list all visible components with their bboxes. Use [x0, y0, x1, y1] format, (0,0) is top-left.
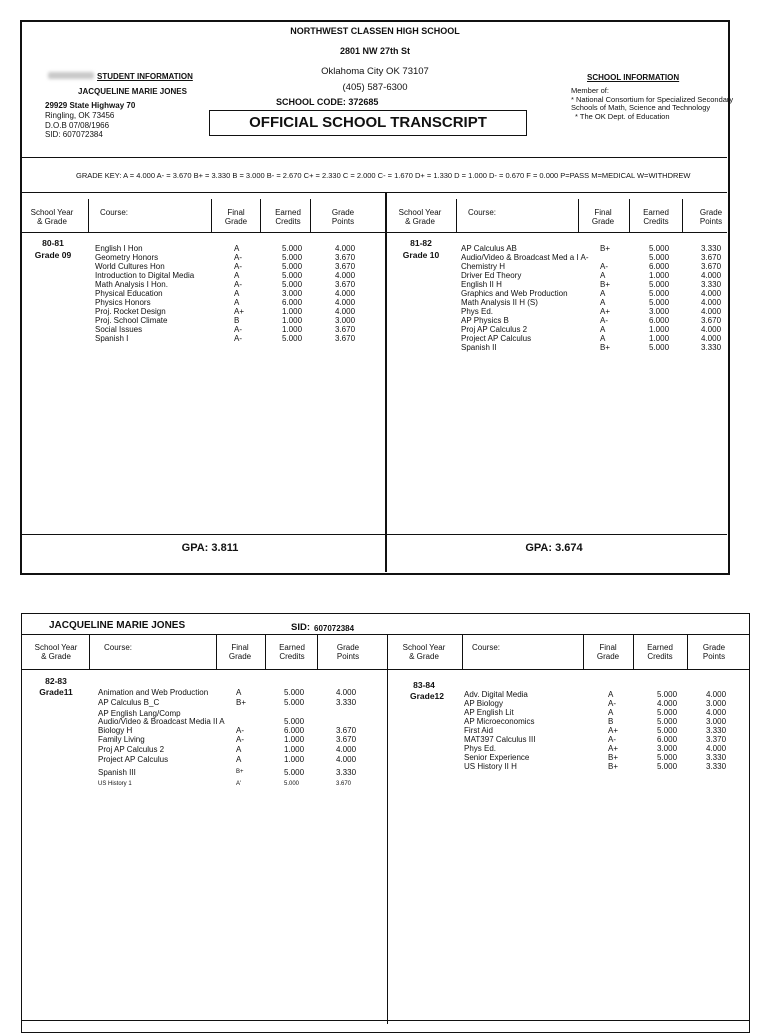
grade-points: 3.330: [706, 762, 727, 771]
final-grade: A-: [608, 699, 616, 708]
earned-credits: 5.000: [649, 298, 670, 307]
grade-points: 4.000: [335, 298, 356, 307]
earned-credits: 1.000: [649, 325, 670, 334]
grade-points: 4.000: [335, 307, 356, 316]
final-grade: A+: [608, 726, 619, 735]
student-address: 29929 State Highway 70: [45, 101, 136, 110]
final-grade: B: [608, 717, 614, 726]
divider: [462, 635, 463, 669]
grade-points: 4.000: [335, 289, 356, 298]
divider: [633, 635, 634, 669]
earned-credits: 6.000: [649, 316, 670, 325]
divider: [211, 199, 212, 232]
credits-column: [282, 244, 302, 343]
student-sid: SID: 607072384: [45, 130, 103, 139]
course-name: Spanish III: [98, 768, 136, 777]
course-name: Proj. School Climate: [95, 316, 168, 325]
course-name: Spanish II: [461, 343, 497, 352]
grade-points: 4.000: [701, 271, 722, 280]
header-points: Grade Points: [702, 643, 726, 661]
final-grade: [236, 709, 246, 717]
earned-credits: 5.000: [282, 262, 303, 271]
student-name-page-2: JACQUELINE MARIE JONES: [49, 620, 186, 631]
course-name: AP Physics B: [461, 316, 509, 325]
earned-credits: 1.000: [649, 271, 670, 280]
header-points: Grade Points: [336, 643, 360, 661]
grade-column: [234, 244, 244, 343]
earned-credits: 1.000: [282, 316, 303, 325]
transcript-title: OFFICIAL SCHOOL TRANSCRIPT: [209, 110, 527, 136]
course-name: Spanish I: [95, 334, 129, 343]
grade-points: 3.670: [336, 781, 352, 787]
school-street: 2801 NW 27th St: [339, 46, 411, 56]
grade-column: [236, 688, 246, 790]
final-grade: A-: [234, 262, 242, 271]
final-grade: A+: [608, 744, 619, 753]
final-grade: A-: [234, 280, 242, 289]
earned-credits: 6.000: [649, 262, 670, 271]
header-final: Final Grade: [596, 643, 620, 661]
grade-points: 3.330: [701, 244, 722, 253]
grade-points: 4.000: [336, 688, 357, 697]
divider: [578, 199, 579, 232]
points-column: [335, 244, 355, 343]
final-grade: A-: [234, 334, 242, 343]
course-name: Introduction to Digital Media: [95, 271, 195, 280]
transcript-page-2: [21, 613, 750, 1033]
credits-column: [649, 244, 669, 352]
final-grade: A-: [608, 735, 616, 744]
final-grade: A: [234, 244, 240, 253]
earned-credits: 5.000: [282, 244, 303, 253]
grade-points: 4.000: [335, 244, 356, 253]
final-grade: A: [234, 298, 240, 307]
final-grade: A: [600, 325, 606, 334]
grade-points: 3.330: [706, 726, 727, 735]
earned-credits: 5.000: [657, 717, 678, 726]
earned-credits: 5.000: [284, 717, 305, 726]
grade-points: 3.370: [706, 735, 727, 744]
earned-credits: 5.000: [657, 708, 678, 717]
course-name: AP Biology: [464, 699, 503, 708]
grade-points: 4.000: [706, 708, 727, 717]
grade-level: Grade 10: [402, 250, 440, 260]
earned-credits: 5.000: [649, 289, 670, 298]
sid-value: 607072384: [314, 624, 355, 633]
final-grade: A+: [600, 307, 611, 316]
final-grade: A: [600, 289, 606, 298]
school-city: Oklahoma City OK 73107: [321, 66, 429, 77]
grade-level: Grade11: [39, 687, 73, 697]
points-column: [701, 244, 721, 352]
earned-credits: 1.000: [284, 735, 305, 744]
student-dob: D.O.B 07/08/1966: [45, 121, 110, 130]
school-info-label: SCHOOL INFORMATION: [587, 73, 680, 82]
course-name: Proj AP Calculus 2: [98, 745, 165, 754]
divider: [21, 534, 727, 535]
divider: [21, 157, 727, 158]
course-name: US History 1: [98, 781, 132, 787]
final-grade: A+: [234, 307, 245, 316]
final-grade: B+: [236, 698, 247, 707]
earned-credits: 6.000: [284, 726, 305, 735]
header-year: School Year & Grade: [34, 643, 78, 661]
final-grade: A: [600, 271, 606, 280]
redacted-mark: [48, 72, 94, 79]
points-column: [336, 688, 356, 790]
header-year: School Year & Grade: [398, 208, 442, 226]
final-grade: B+: [236, 769, 244, 775]
grade-points: 3.670: [335, 262, 356, 271]
grade-points: 3.670: [701, 316, 722, 325]
course-name: AP Calculus B_C: [98, 698, 160, 707]
divider: [629, 199, 630, 232]
course-name: Geometry Honors: [95, 253, 159, 262]
school-name: NORTHWEST CLASSEN HIGH SCHOOL: [290, 26, 460, 36]
earned-credits: 5.000: [657, 753, 678, 762]
school-code: SCHOOL CODE: 372685: [276, 97, 379, 107]
final-grade: A-: [600, 262, 608, 271]
grade-column: [608, 690, 618, 771]
course-name: Proj AP Calculus 2: [461, 325, 528, 334]
header-course: Course:: [100, 208, 129, 217]
final-grade: B+: [600, 244, 611, 253]
sid-label: SID:: [291, 622, 310, 633]
final-grade: A: [234, 289, 240, 298]
divider: [22, 669, 749, 670]
earned-credits: 5.000: [649, 343, 670, 352]
grade-points: 4.000: [701, 289, 722, 298]
course-name: Animation and Web Production: [98, 688, 209, 697]
earned-credits: 5.000: [284, 688, 305, 697]
header-year: School Year & Grade: [402, 643, 446, 661]
course-name: AP English Lang/Comp: [98, 709, 181, 718]
final-grade: B+: [608, 762, 619, 771]
course-name: Physics Honors: [95, 298, 151, 307]
earned-credits: [284, 709, 304, 717]
earned-credits: 5.000: [284, 768, 305, 777]
final-grade: A: [608, 690, 614, 699]
course-name: Audio/Video & Broadcast Media II A: [98, 717, 225, 726]
gpa-left: GPA: 3.811: [181, 542, 239, 554]
final-grade: A-: [234, 325, 242, 334]
grade-points: 4.000: [335, 271, 356, 280]
grade-points: 3.670: [701, 253, 722, 262]
final-grade: A: [234, 271, 240, 280]
grade-points: 3.330: [706, 753, 727, 762]
final-grade: A-: [600, 316, 608, 325]
course-name: Project AP Calculus: [461, 334, 532, 343]
course-name: Math Analysis I Hon.: [95, 280, 168, 289]
final-grade: B+: [600, 280, 611, 289]
earned-credits: 5.000: [649, 244, 670, 253]
earned-credits: 3.000: [282, 289, 303, 298]
grade-points: 4.000: [706, 744, 727, 753]
earned-credits: 1.000: [649, 334, 670, 343]
earned-credits: 5.000: [282, 334, 303, 343]
grade-points: 3.000: [706, 699, 727, 708]
grade-points: 3.670: [335, 334, 356, 343]
course-name: Adv. Digital Media: [464, 690, 528, 699]
course-name: Phys Ed.: [461, 307, 494, 316]
divider: [89, 635, 90, 669]
course-column: [98, 688, 225, 790]
grade-points: [336, 709, 356, 717]
school-year: 83-84: [413, 680, 435, 690]
grade-points: 3.670: [335, 280, 356, 289]
course-name: English I Hon: [95, 244, 143, 253]
course-column: [95, 244, 194, 343]
earned-credits: 5.000: [657, 690, 678, 699]
header-earned: Earned Credits: [275, 208, 301, 226]
header-course: Course:: [468, 208, 497, 217]
column-divider: [387, 634, 388, 1024]
credits-column: [657, 690, 677, 771]
grade-points: 4.000: [701, 334, 722, 343]
header-course: Course:: [472, 643, 501, 652]
grade-points: 3.330: [336, 768, 357, 777]
grade-points: 4.000: [706, 690, 727, 699]
header-final: Final Grade: [224, 208, 248, 226]
header-earned: Earned Credits: [647, 643, 673, 661]
grade-points: 4.000: [701, 325, 722, 334]
school-year: 80-81: [42, 238, 64, 248]
divider: [310, 199, 311, 232]
divider: [265, 635, 266, 669]
grade-points: 3.000: [335, 316, 356, 325]
divider: [583, 635, 584, 669]
course-name: US History II H: [464, 762, 517, 771]
earned-credits: 1.000: [284, 745, 305, 754]
column-divider: [385, 192, 387, 572]
grade-points: 3.670: [336, 726, 357, 735]
final-grade: B: [234, 316, 240, 325]
header-final: Final Grade: [591, 208, 615, 226]
grade-level: Grade 09: [34, 250, 72, 260]
header-earned: Earned Credits: [643, 208, 669, 226]
final-grade: A-: [234, 253, 242, 262]
course-name: Project AP Calculus: [98, 755, 169, 764]
divider: [216, 635, 217, 669]
member-line-3: * The OK Dept. of Education: [575, 112, 670, 121]
course-name: Math Analysis II H (S): [461, 298, 538, 307]
final-grade: A: [236, 755, 242, 764]
final-grade: A: [236, 745, 242, 754]
divider: [456, 199, 457, 232]
gpa-right: GPA: 3.674: [525, 542, 583, 554]
member-line-2: Schools of Math, Science and Technology: [571, 103, 711, 112]
course-name: Driver Ed Theory: [461, 271, 522, 280]
final-grade: A: [600, 298, 606, 307]
earned-credits: 3.000: [657, 744, 678, 753]
earned-credits: 6.000: [282, 298, 303, 307]
earned-credits: 5.000: [657, 726, 678, 735]
grade-level: Grade12: [409, 691, 445, 701]
course-name: AP Calculus AB: [461, 244, 517, 253]
course-name: Graphics and Web Production: [461, 289, 568, 298]
earned-credits: 4.000: [657, 699, 678, 708]
earned-credits: 1.000: [284, 755, 305, 764]
divider: [88, 199, 89, 232]
divider: [317, 635, 318, 669]
final-grade: A-: [236, 735, 244, 744]
final-grade: A: [600, 334, 606, 343]
course-name: World Cultures Hon: [95, 262, 165, 271]
course-name: MAT397 Calculus III: [464, 735, 536, 744]
course-name: English II H: [461, 280, 502, 289]
header-final: Final Grade: [228, 643, 252, 661]
course-name: Family Living: [98, 735, 145, 744]
final-grade: [236, 717, 246, 726]
student-info-label: STUDENT INFORMATION: [97, 72, 193, 81]
header-points: Grade Points: [331, 208, 355, 226]
divider: [21, 192, 727, 193]
earned-credits: 1.000: [282, 325, 303, 334]
final-grade: B+: [600, 343, 611, 352]
grade-points: 3.670: [335, 253, 356, 262]
member-of: Member of:: [571, 86, 609, 95]
points-column: [706, 690, 726, 771]
final-grade: A: [236, 688, 242, 697]
earned-credits: 5.000: [282, 253, 303, 262]
earned-credits: 5.000: [284, 698, 305, 707]
course-name: Senior Experience: [464, 753, 530, 762]
school-year: 82-83: [45, 676, 67, 686]
earned-credits: 5.000: [649, 253, 670, 262]
divider: [22, 1020, 749, 1021]
course-name: Audio/Video & Broadcast Med a I A-: [461, 253, 589, 262]
earned-credits: 5.000: [282, 271, 303, 280]
course-name: Chemistry H: [461, 262, 506, 271]
course-name: Biology H: [98, 726, 133, 735]
course-name: AP Microeconomics: [464, 717, 535, 726]
grade-points: 3.330: [701, 280, 722, 289]
header-earned: Earned Credits: [279, 643, 305, 661]
grade-points: 3.670: [701, 262, 722, 271]
grade-points: 3.670: [335, 325, 356, 334]
final-grade: B+: [608, 753, 619, 762]
school-phone: (405) 587-6300: [342, 82, 408, 93]
course-column: [461, 244, 588, 352]
course-name: Social Issues: [95, 325, 143, 334]
final-grade: [600, 253, 610, 262]
grade-column: [600, 244, 610, 352]
credits-column: [284, 688, 304, 790]
earned-credits: 5.000: [282, 280, 303, 289]
course-name: Physical Education: [95, 289, 163, 298]
school-year: 81-82: [410, 238, 432, 248]
divider: [687, 635, 688, 669]
earned-credits: 6.000: [657, 735, 678, 744]
student-city: Ringling, OK 73456: [45, 111, 115, 120]
course-column: [464, 690, 535, 771]
final-grade: A-: [236, 726, 244, 735]
divider: [682, 199, 683, 232]
course-name: First Aid: [464, 726, 493, 735]
course-name: Phys Ed.: [464, 744, 497, 753]
divider: [21, 232, 727, 233]
final-grade: A: [608, 708, 614, 717]
grade-key: GRADE KEY: A = 4.000 A- = 3.670 B+ = 3.330 B = 3.000 B- = 2.670 C+ = 2.330 C = 2.000 C- = 1.670 D+ = 1.330 D = 1.000 D- = 0.670 F = 0.000 P=PASS M=MEDICAL W=WITHDREW: [76, 171, 691, 180]
divider: [260, 199, 261, 232]
header-points: Grade Points: [699, 208, 723, 226]
divider: [22, 634, 749, 635]
member-line-1: * National Consortium for Specialized Secondary: [571, 95, 734, 104]
earned-credits: 3.000: [649, 307, 670, 316]
grade-points: 4.000: [336, 755, 357, 764]
earned-credits: 1.000: [282, 307, 303, 316]
course-name: AP English Lit: [464, 708, 514, 717]
grade-points: 3.670: [336, 735, 357, 744]
grade-points: 3.330: [336, 698, 357, 707]
earned-credits: 5.000: [284, 781, 300, 787]
grade-points: 4.000: [701, 307, 722, 316]
header-year: School Year & Grade: [30, 208, 74, 226]
header-course: Course:: [104, 643, 133, 652]
grade-points: 4.000: [336, 745, 357, 754]
grade-points: [336, 717, 356, 726]
student-name: JACQUELINE MARIE JONES: [78, 87, 187, 96]
earned-credits: 5.000: [649, 280, 670, 289]
final-grade: A': [236, 781, 242, 787]
earned-credits: 5.000: [657, 762, 678, 771]
grade-points: 3.000: [706, 717, 727, 726]
grade-points: 3.330: [701, 343, 722, 352]
course-name: Proj. Rocket Design: [95, 307, 166, 316]
grade-points: 4.000: [701, 298, 722, 307]
